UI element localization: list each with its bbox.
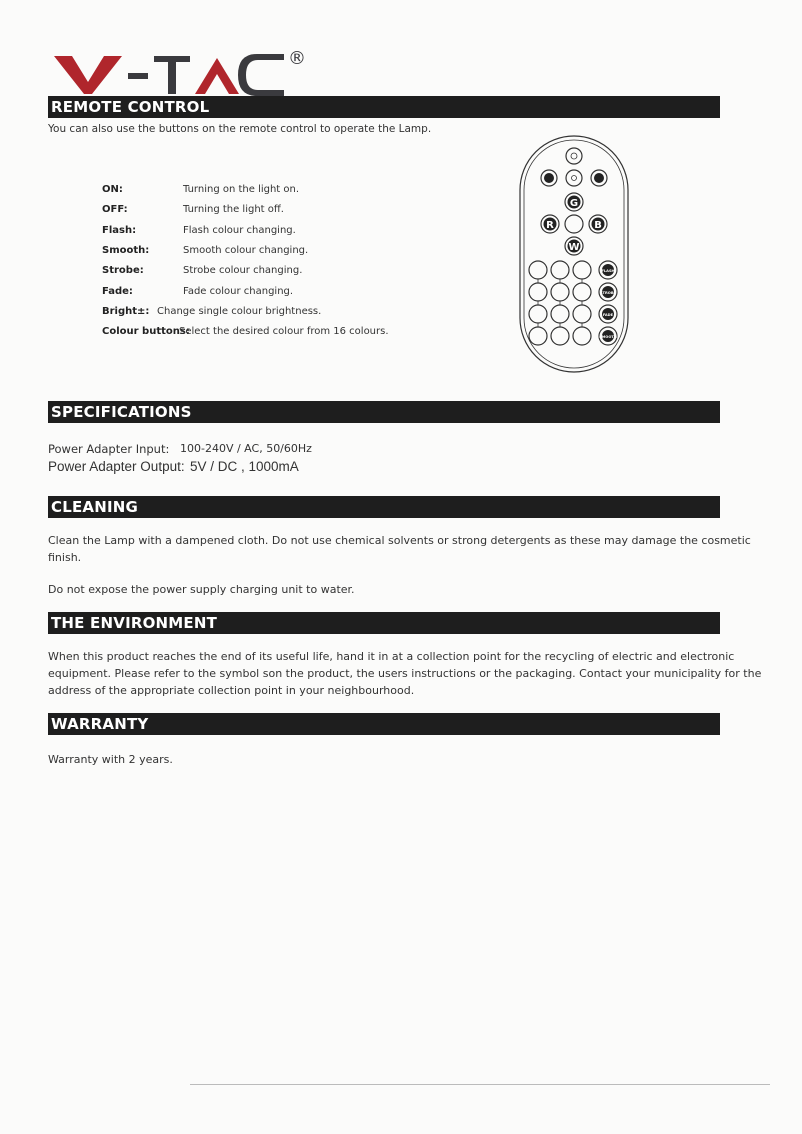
- function-desc-bright: Change single colour brightness.: [157, 306, 322, 317]
- footer-divider: [190, 1084, 770, 1085]
- function-label-smooth: Smooth:: [102, 245, 150, 256]
- environment-line-3: address of the appropriate collection point in your neighbourhood.: [48, 684, 415, 697]
- environment-heading: THE ENVIRONMENT: [48, 612, 720, 634]
- warranty-heading: WARRANTY: [48, 713, 720, 735]
- function-label-off: OFF:: [102, 204, 128, 215]
- remote-intro: You can also use the buttons on the remote control to operate the Lamp.: [48, 123, 432, 135]
- vtac-logo: [52, 46, 312, 98]
- remote-label-b: B: [594, 220, 602, 231]
- logo-text: V-TAC: [52, 46, 55, 47]
- function-label-strobe: Strobe:: [102, 265, 144, 276]
- function-label-bright: Bright±:: [102, 306, 150, 317]
- cleaning-paragraph-2: Do not expose the power supply charging unit to water.: [48, 583, 355, 596]
- function-label-colour-buttons: Colour buttons:: [102, 326, 190, 337]
- remote-label-smooth: SMOOTH: [599, 335, 617, 339]
- remote-label-w: W: [568, 242, 580, 253]
- function-desc-on: Turning on the light on.: [183, 184, 300, 195]
- cleaning-heading: CLEANING: [48, 496, 720, 518]
- spec-input-label: Power Adapter Input:: [48, 442, 170, 456]
- cleaning-paragraph-1-line-1: Clean the Lamp with a dampened cloth. Do not use chemical solvents or strong detergents as these may damage the cosmetic: [48, 534, 751, 547]
- function-label-flash: Flash:: [102, 225, 137, 236]
- function-desc-off: Turning the light off.: [183, 204, 284, 215]
- remote-control-heading: REMOTE CONTROL: [48, 96, 720, 118]
- remote-label-flash: FLASH: [601, 269, 615, 273]
- remote-label-strobe: STROBE: [599, 291, 617, 295]
- spec-output-label: Power Adapter Output:: [48, 459, 185, 474]
- remote-label-g: G: [569, 198, 579, 209]
- function-label-on: ON:: [102, 184, 123, 195]
- cleaning-paragraph-1-line-2: finish.: [48, 551, 82, 564]
- function-label-fade: Fade:: [102, 286, 133, 297]
- environment-line-2: equipment. Please refer to the symbol son the product, the users instructions or the packaging. Contact your municipality for the: [48, 667, 762, 680]
- function-desc-flash: Flash colour changing.: [183, 225, 296, 236]
- spec-input-value: 100-240V / AC, 50/60Hz: [180, 442, 312, 455]
- function-desc-strobe: Strobe colour changing.: [183, 265, 303, 276]
- registered-mark: ®: [288, 48, 306, 69]
- function-desc-smooth: Smooth colour changing.: [183, 245, 309, 256]
- environment-line-1: When this product reaches the end of its useful life, hand it in at a collection point for the recycling of electric and electronic: [48, 650, 735, 663]
- specifications-heading: SPECIFICATIONS: [48, 401, 720, 423]
- spec-output-value: 5V / DC , 1000mA: [190, 459, 299, 474]
- warranty-text: Warranty with 2 years.: [48, 753, 173, 766]
- remote-label-fade: FADE: [602, 313, 614, 317]
- function-desc-fade: Fade colour changing.: [183, 286, 294, 297]
- remote-control-illustration: [518, 134, 630, 374]
- function-desc-colour-buttons: Select the desired colour from 16 colours.: [179, 326, 389, 337]
- remote-label-r: R: [546, 220, 554, 231]
